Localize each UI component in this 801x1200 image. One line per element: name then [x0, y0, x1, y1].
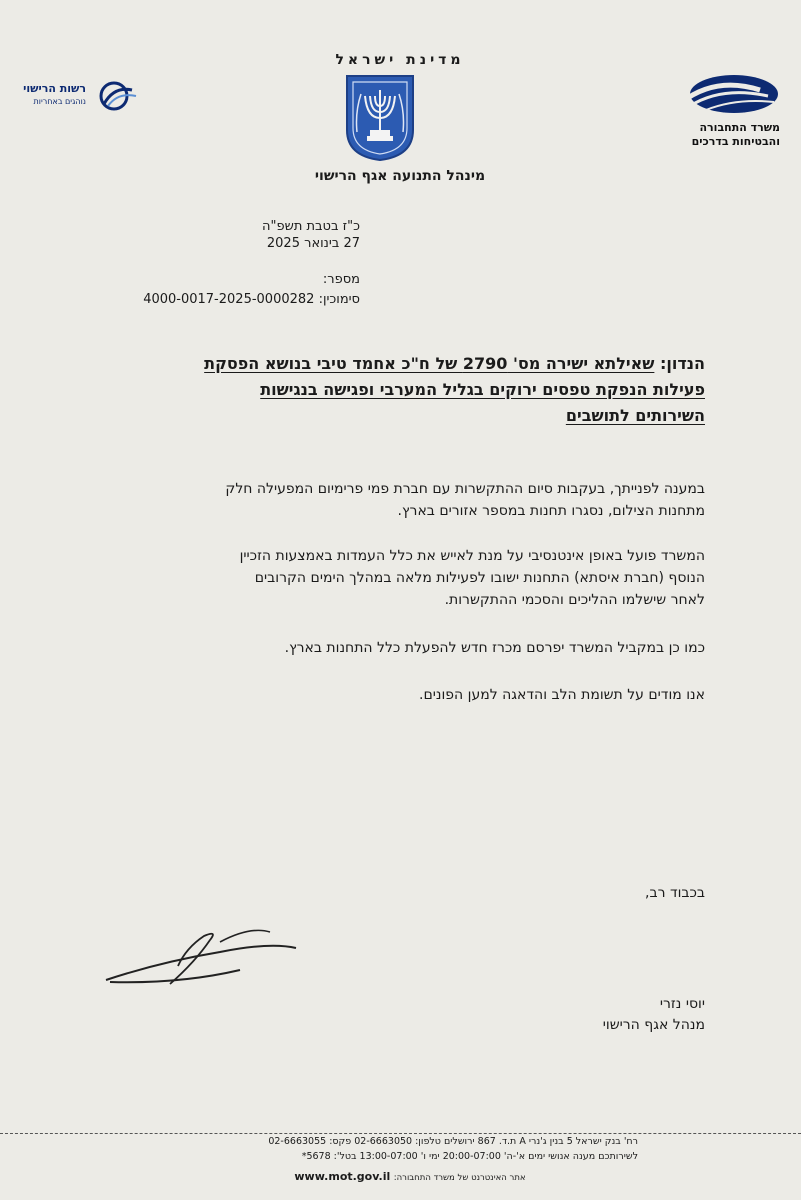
subject-line-1	[85, 354, 705, 373]
signer-name: יוסי נזרי	[659, 996, 705, 1012]
signature-icon	[100, 922, 310, 992]
body-paragraph-1	[65, 478, 705, 522]
reference-label: סימוכין:	[318, 292, 360, 307]
subject-line-2	[85, 380, 705, 399]
subject-prefix: הנדון:	[659, 354, 705, 373]
state-name: מדינת ישראל	[335, 52, 465, 68]
department-name: מינהל התנועה אגף הרישוי	[314, 168, 486, 184]
body-paragraph-4	[65, 684, 705, 706]
ministry-of-transport-logo-icon	[676, 72, 780, 116]
footer-website-row	[210, 1170, 610, 1183]
footer-address: רח' בנק ישראל 5 בנין ג'נרי A ת.ד. 867 ירושלים טלפון: 02-6663050 פקס: 02-6663055	[268, 1136, 638, 1147]
number-label: מספר:	[322, 272, 360, 287]
licensing-authority-logo-icon	[92, 80, 138, 112]
paragraph-line: מתחנות הצילום, נסגרו תחנות במספר אזורים בארץ.	[397, 503, 705, 519]
footer-service-hours: לשירותכם מענה אנושי ימים א'-ה' 20:00-07:00 ימי ו' 13:00-07:00 בטל': 5678*	[301, 1151, 638, 1162]
ministry-name-line2: והבטיחות בדרכים	[691, 135, 780, 148]
paragraph-line: במענה לפנייתך, בעקבות סיום ההתקשרות עם חברת פמי פרימיום המפעילה חלק	[225, 481, 705, 497]
paragraph-line: הנוסף (חברת איסתא) התחנות ישובו לפעילות מלאה במהלך הימים הקרובים	[254, 570, 705, 586]
subject-text: פעילות הנפקת טפסים ירוקים בגליל המערבי ופגישה בנגישות	[260, 380, 705, 399]
paragraph-line: המשרד פועל באופן אינטנסיבי על מנת לאייש את כלל העמדות באמצעות הזכיין	[239, 548, 705, 564]
licensing-authority-name: רשות הרישוי	[23, 82, 86, 95]
state-emblem-icon	[343, 72, 417, 162]
footer-website-label: אתר האינטרנט של משרד התחבורה:	[393, 1173, 526, 1183]
footer-divider	[0, 1133, 801, 1134]
paragraph-line: כמו כן במקביל המשרד יפרסם מכרז חדש להפעלת כלל התחנות בארץ.	[284, 640, 705, 656]
subject-text: שאילתא ישירה מס' 2790 של ח"כ אחמד טיבי בנושא הפסקת	[204, 354, 655, 373]
reference-row	[140, 292, 360, 307]
gregorian-date: 27 בינואר 2025	[266, 236, 360, 251]
body-paragraph-3	[65, 637, 705, 659]
closing-greeting: בכבוד רב,	[645, 885, 705, 901]
hebrew-date: כ"ז בטבת תשפ"ה	[262, 219, 360, 234]
licensing-authority-tagline: נוהגים באחריות	[33, 97, 86, 106]
paragraph-line: אנו מודים על תשומת הלב והדאגה למען הפונים.	[419, 687, 705, 703]
subject-line-3	[85, 406, 705, 425]
paragraph-line: לאחר שישלמו ההליכים והסכמי ההתקשרות.	[444, 592, 705, 608]
subject-text: השירותים לתושבים	[565, 406, 705, 425]
signer-title: מנהל אגף הרישוי	[602, 1017, 705, 1033]
reference-number: 4000-0017-2025-0000282	[143, 292, 315, 307]
footer-website-link[interactable]: www.mot.gov.il	[294, 1170, 391, 1183]
body-paragraph-2	[65, 545, 705, 611]
ministry-name: משרד התחבורה	[699, 121, 780, 134]
